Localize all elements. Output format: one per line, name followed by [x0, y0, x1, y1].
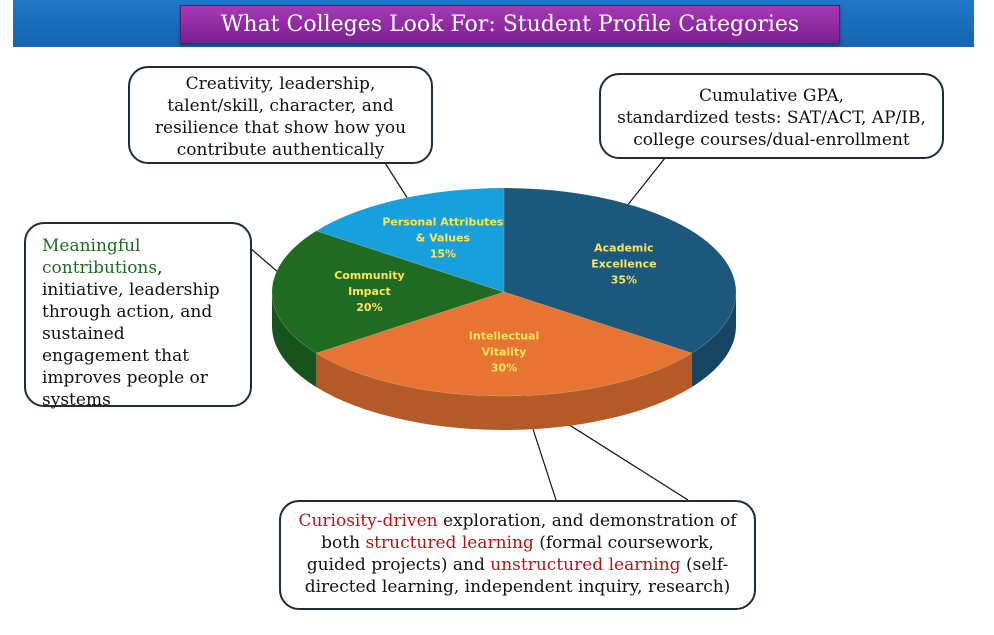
- callout-personal-attributes: [128, 66, 433, 164]
- slice-label: Intellectual: [468, 329, 540, 343]
- callout-line: contribute authentically: [176, 140, 385, 160]
- slice-label: Impact: [348, 285, 391, 298]
- callout-community-impact: [24, 222, 252, 410]
- callout-text: (self-directed learning, independent inquiry, research): [304, 555, 731, 597]
- callout-line: college courses/dual-enrollment: [633, 130, 910, 150]
- slice-value-label: 15%: [429, 247, 457, 261]
- slice-value-label: 20%: [356, 301, 383, 314]
- callout-line: Creativity, leadership,: [185, 74, 376, 94]
- page-title: What Colleges Look For: Student Profile Categories: [180, 5, 840, 44]
- callout-text: exploration, and demonstration of both: [321, 511, 737, 553]
- callout-line: standardized tests: SAT/ACT, AP/IB,: [617, 108, 926, 128]
- callout-text: (formal coursework, guided projects) and: [306, 533, 714, 575]
- slice-label: Personal Attributes: [382, 215, 504, 229]
- slice-label: Community: [334, 269, 405, 282]
- callout-line: talent/skill, character, and: [167, 96, 394, 116]
- slice-value-label: 35%: [610, 273, 638, 287]
- callout-line: Cumulative GPA,: [698, 86, 845, 106]
- slice-label: Excellence: [591, 257, 657, 271]
- slice-value-label: 30%: [490, 361, 518, 375]
- callout-line: resilience that show how you: [154, 118, 407, 138]
- callout-highlight: Meaningful contributions: [42, 236, 158, 278]
- callout-academic-excellence: [599, 73, 944, 159]
- slice-label: Vitality: [481, 345, 527, 359]
- callout-highlight: structured learning: [365, 533, 534, 553]
- slice-label: & Values: [415, 231, 471, 245]
- callout-text: , initiative, leadership through action, and sustained engagement that improves people or systems: [42, 258, 220, 410]
- callout-highlight: unstructured learning: [490, 555, 681, 575]
- callout-highlight: Curiosity-driven: [298, 511, 438, 531]
- callout-intellectual-vitality: [279, 500, 756, 610]
- slice-label: Academic: [594, 241, 654, 255]
